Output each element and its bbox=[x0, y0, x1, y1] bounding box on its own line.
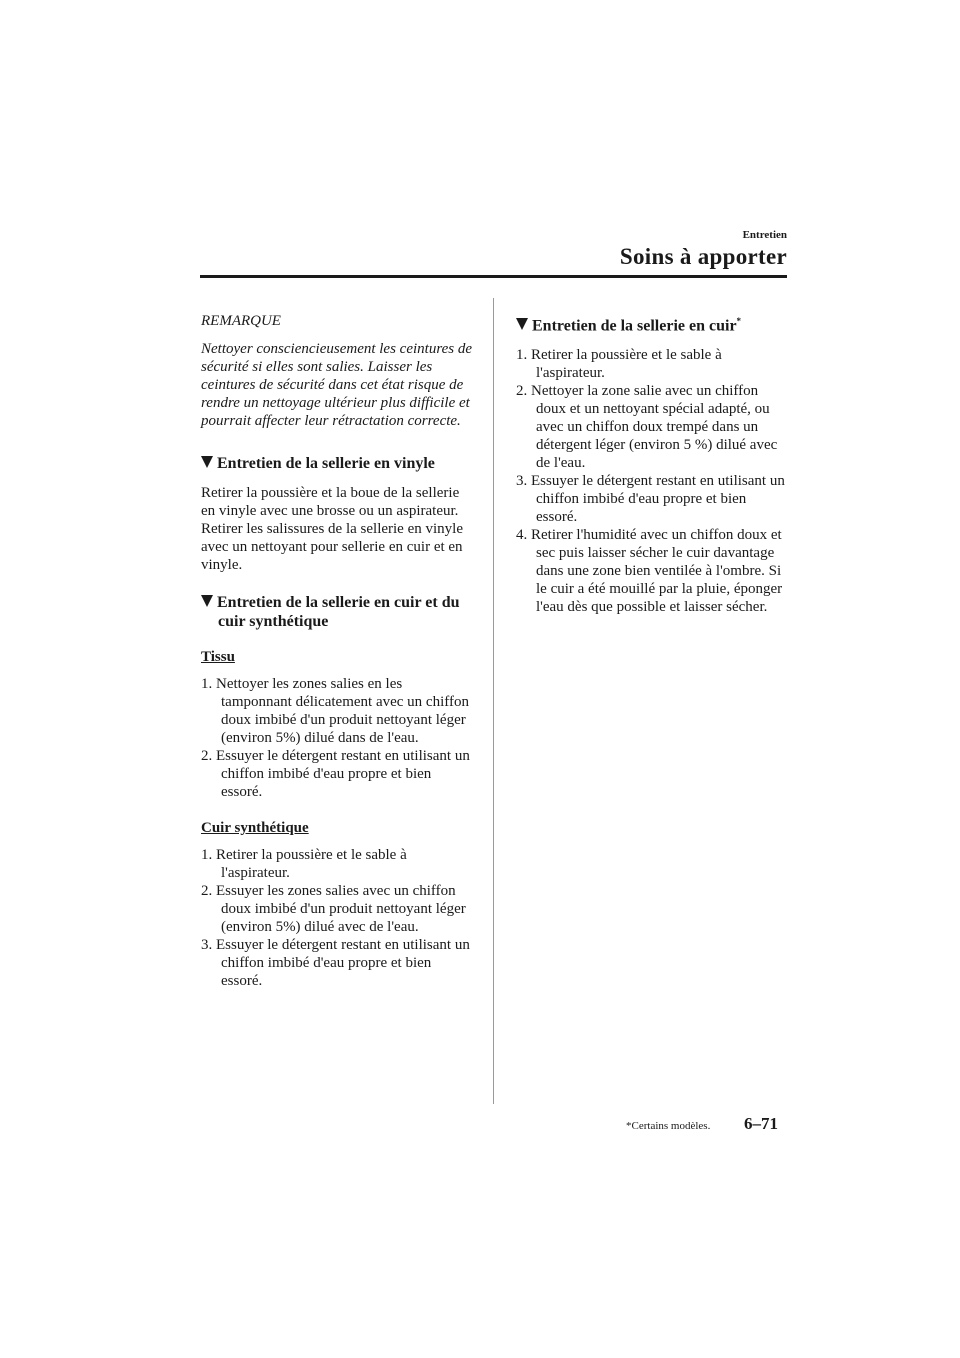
right-column bbox=[516, 312, 790, 616]
synthetic-subheading: Cuir synthétique bbox=[201, 820, 309, 836]
list-item: 2. Essuyer le détergent restant en utilisant un chiffon imbibé d'eau propre et bien essoré. bbox=[201, 748, 470, 800]
list-item: 4. Retirer l'humidité avec un chiffon doux et sec puis laisser sécher le cuir davantage dans une zone bien ventilée à l'ombre. Si le cuir a été mouillé par la pluie, éponger l'eau dès que possible et laisser sécher. bbox=[516, 527, 783, 616]
column-divider bbox=[493, 298, 494, 1104]
vinyl-heading-text: Entretien de la sellerie en vinyle bbox=[217, 455, 435, 472]
list-item: 2. Essuyer les zones salies avec un chiffon doux imbibé d'un produit nettoyant léger (environ 5%) dilué avec de l'eau. bbox=[201, 883, 466, 935]
list-item: 1. Retirer la poussière et le sable à l'aspirateur. bbox=[201, 847, 407, 881]
header-rule bbox=[200, 275, 787, 278]
left-column bbox=[201, 312, 476, 990]
triangle-marker-icon bbox=[201, 456, 213, 468]
footnote: *Certains modèles. bbox=[626, 1120, 711, 1132]
footnote-star: * bbox=[736, 316, 742, 326]
leather-heading-text: Entretien de la sellerie en cuir bbox=[532, 317, 737, 335]
leather-steps bbox=[516, 346, 790, 616]
note-body: Nettoyer consciencieusement les ceintures de sécurité si elles sont salies. Laisser les ceintures de sécurité dans cet état risque de rendre un nettoyage ultérieur plus difficile et pourrait affecter leur rétractation correcte. bbox=[201, 341, 473, 429]
fabric-steps bbox=[201, 675, 476, 801]
fabric-subheading: Tissu bbox=[201, 649, 235, 665]
synthetic-steps bbox=[201, 846, 476, 990]
list-item: 1. Retirer la poussière et le sable à l'aspirateur. bbox=[516, 347, 722, 382]
page-title: Soins à apporter bbox=[619, 244, 787, 269]
vinyl-heading bbox=[201, 454, 476, 473]
list-item: 3. Essuyer le détergent restant en utilisant un chiffon imbibé d'eau propre et bien essoré. bbox=[516, 473, 785, 526]
note-heading: REMARQUE bbox=[201, 313, 281, 329]
triangle-marker-icon bbox=[516, 318, 528, 330]
leather-synthetic-heading-text: Entretien de la sellerie en cuir et du cuir synthétique bbox=[217, 594, 460, 630]
leather-synthetic-heading bbox=[201, 593, 476, 631]
list-item: 3. Essuyer le détergent restant en utilisant un chiffon imbibé d'eau propre et bien essoré. bbox=[201, 937, 470, 989]
list-item: 1. Nettoyer les zones salies en les tamponnant délicatement avec un chiffon doux imbibé d'un produit nettoyant léger (environ 5%) dilué dans de l'eau. bbox=[201, 676, 469, 746]
vinyl-body: Retirer la poussière et la boue de la sellerie en vinyle avec une brosse ou un aspirateur. Retirer les salissures de la sellerie en vinyle avec un nettoyant pour sellerie en cuir et en vinyle. bbox=[201, 485, 463, 573]
header-section-label: Entretien bbox=[742, 229, 787, 241]
triangle-marker-icon bbox=[201, 595, 213, 607]
list-item: 2. Nettoyer la zone salie avec un chiffon doux et un nettoyant spécial adapté, ou avec un chiffon doux trempé dans un détergent léger (environ 5 %) dilué avec de l'eau. bbox=[516, 383, 778, 472]
page-number: 6–71 bbox=[744, 1114, 778, 1133]
leather-heading bbox=[516, 312, 790, 335]
